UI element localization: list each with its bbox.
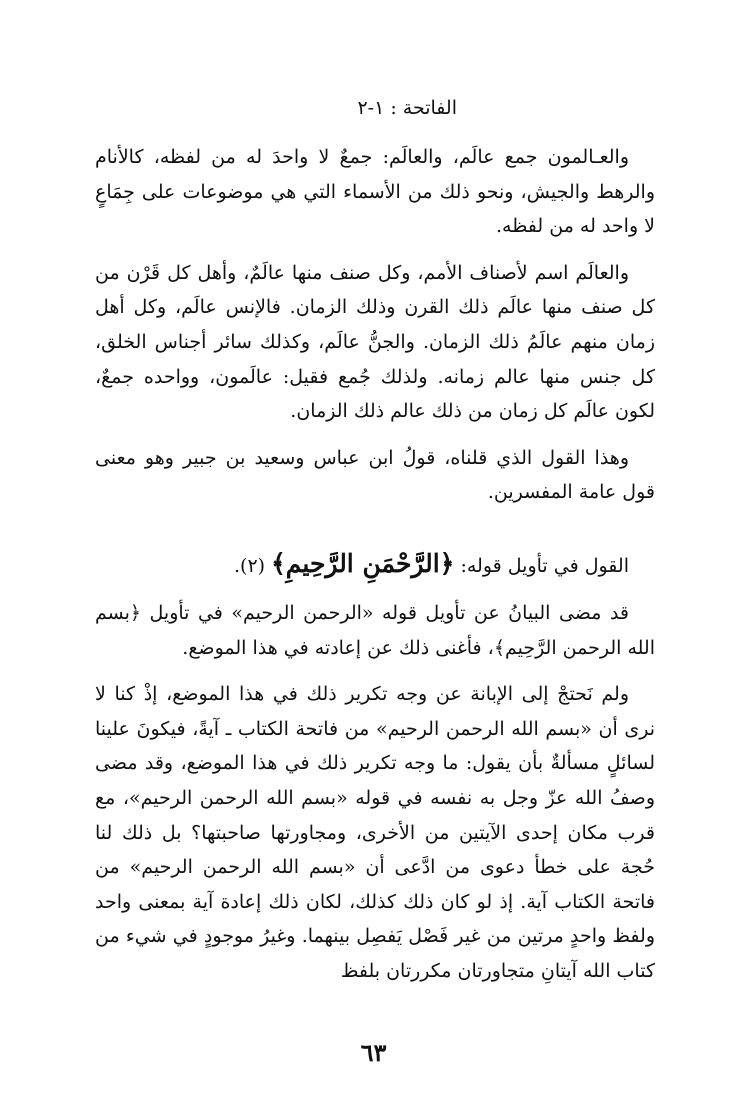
heading-prefix: القول في تأويل قوله: bbox=[454, 554, 629, 577]
paragraph-previous-explanation: قد مضى البيانُ عن تأويل قوله «الرحمن الرحيم» في تأويل ﴿بسم الله الرحمن الرَّحِيم﴾، فأغنى ذلك عن إعادته في هذا الموضع. bbox=[95, 601, 655, 659]
page-number: ٦٣ bbox=[360, 1038, 387, 1067]
running-head: الفاتحة : ١-٢ bbox=[357, 97, 457, 119]
paragraph-ibn-abbas-saying: وهذا القول الذي قلناه، قولُ ابن عباس وسعيد بن جبير وهو معنى قول عامة المفسرين. bbox=[95, 446, 655, 504]
section-heading bbox=[95, 544, 655, 586]
heading-verse-number: (٢). bbox=[233, 554, 272, 577]
paragraph-alamun-definition: والعـالمون جمع عالَم، والعالَم: جمعٌ لا واحدَ له من لفظه، كالأنام والرهط والجيش، ونحو ذلك من الأسماء التي هي موضوعات على جِمَاعٍ لا واحد له من لفظه. bbox=[95, 146, 655, 238]
paragraph-repetition-argument: ولم نَحتجْ إلى الإبانة عن وجه تكرير ذلك في هذا الموضع، إذْ كنا لا نرى أن «بسم الله الرحمن الرحيم» من فاتحة الكتاب ـ آيةً، فيكونَ علينا لسائلٍ مسألةٌ بأن يقول: ما وجه تكرير ذلك في هذا الموضع، وقد مضى وصفُ الله عزّ وجل به نفسه في قوله «بسم الله الرحمن الرحيم»، مع قرب مكان إحدى الآيتين من الأخرى، ومجاورتها صاحبتها؟ بل ذلك لنا حُجة على خطأ دعوى من ادَّعى أن «بسم الله الرحمن الرحيم» من فاتحة الكتاب آية. إذ لو كان ذلك كذلك، لكان ذلك إعادة آية بمعنى واحد ولفظ واحدٍ مرتين من غير فَصْل يَفصِل بينهما. وغيرُ موجودٍ في شيء من كتاب الله آيتانِ متجاورتان مكررتان بلفظ bbox=[95, 683, 655, 982]
paragraph-alam-meaning: والعالَم اسم لأصناف الأمم، وكل صنف منها عالَمٌ، وأهل كل قَرْن من كل صنف منها عالَم ذلك القرن وذلك الزمان. فالإنس عالَم، وكل أهل زمان منهم عالَمُ ذلك الزمان. والجنُّ عالَم، وكذلك سائر أجناس الخلق، كل جنس منها عالم زمانه. ولذلك جُمع فقيل: عالَمون، وواحده جمعٌ، لكون عالَم كل زمان من ذلك عالم ذلك الزمان. bbox=[95, 261, 655, 423]
heading-quranic-quote: ﴿الرَّحْمَنِ الرَّحِيمِ﴾ bbox=[271, 548, 455, 578]
text-block bbox=[95, 140, 655, 988]
